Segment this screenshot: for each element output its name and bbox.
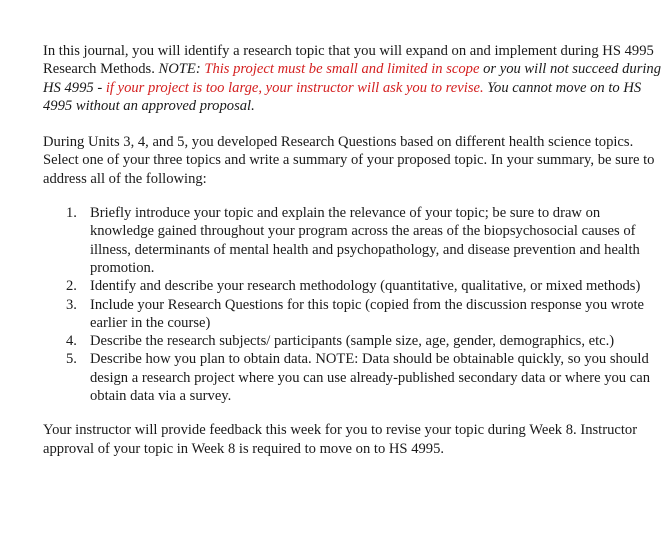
list-item-number: 2. xyxy=(66,278,77,295)
list-item-number: 3. xyxy=(66,296,77,313)
note-revise-warning: if your project is too large, your instructor will ask you to revise. xyxy=(105,79,484,96)
note-label: NOTE: xyxy=(158,61,205,78)
list-item-text: Describe the research subjects/ participants (sample size, age, gender, demographics, etc.) xyxy=(90,333,615,350)
assignment-document xyxy=(43,42,663,458)
list-item-text: Include your Research Questions for this topic (copied from the discussion response you wrote earlier in the course) xyxy=(90,296,645,331)
list-item-text: Describe how you plan to obtain data. NOTE: Data should be obtainable quickly, so you should design a research project where you can use already-published secondary data or where you can obtain data via a survey. xyxy=(90,351,650,405)
units-paragraph: During Units 3, 4, and 5, you developed Research Questions based on different health science topics. Select one of your three topics and write a summary of your proposed topic. In your summary, be sure to address all of the following: xyxy=(43,134,655,187)
list-item xyxy=(43,204,663,277)
intro-paragraph xyxy=(43,42,663,115)
list-item-text: Identify and describe your research methodology (quantitative, qualitative, or mixed methods) xyxy=(90,278,641,295)
list-item-text: Briefly introduce your topic and explain the relevance of your topic; be sure to draw on knowledge gained throughout your program across the areas of the biopsychosocial causes of illness, determinants of mental health and psychopathology, and disease prevention and health promotion. xyxy=(90,205,640,276)
list-item-number: 5. xyxy=(66,351,77,368)
list-item-number: 1. xyxy=(66,205,77,222)
note-middle: or you will not succeed during HS 4995 - xyxy=(43,61,662,96)
list-item xyxy=(43,332,663,350)
list-item xyxy=(43,277,663,295)
closing-paragraph: Your instructor will provide feedback this week for you to revise your topic during Week 8. Instructor approval of your topic in Week 8 is required to move on to HS 4995. xyxy=(43,422,638,457)
list-item xyxy=(43,296,663,333)
note-approval: You cannot move on to HS 4995 without an approved proposal. xyxy=(43,79,642,114)
list-item-number: 4. xyxy=(66,333,77,350)
list-item xyxy=(43,350,663,405)
requirements-list xyxy=(43,204,663,405)
intro-lead: In this journal, you will identify a research topic that you will expand on and implement during HS 4995 Research Methods. xyxy=(43,43,654,78)
note-scope-warning: This project must be small and limited in scope xyxy=(204,61,480,78)
